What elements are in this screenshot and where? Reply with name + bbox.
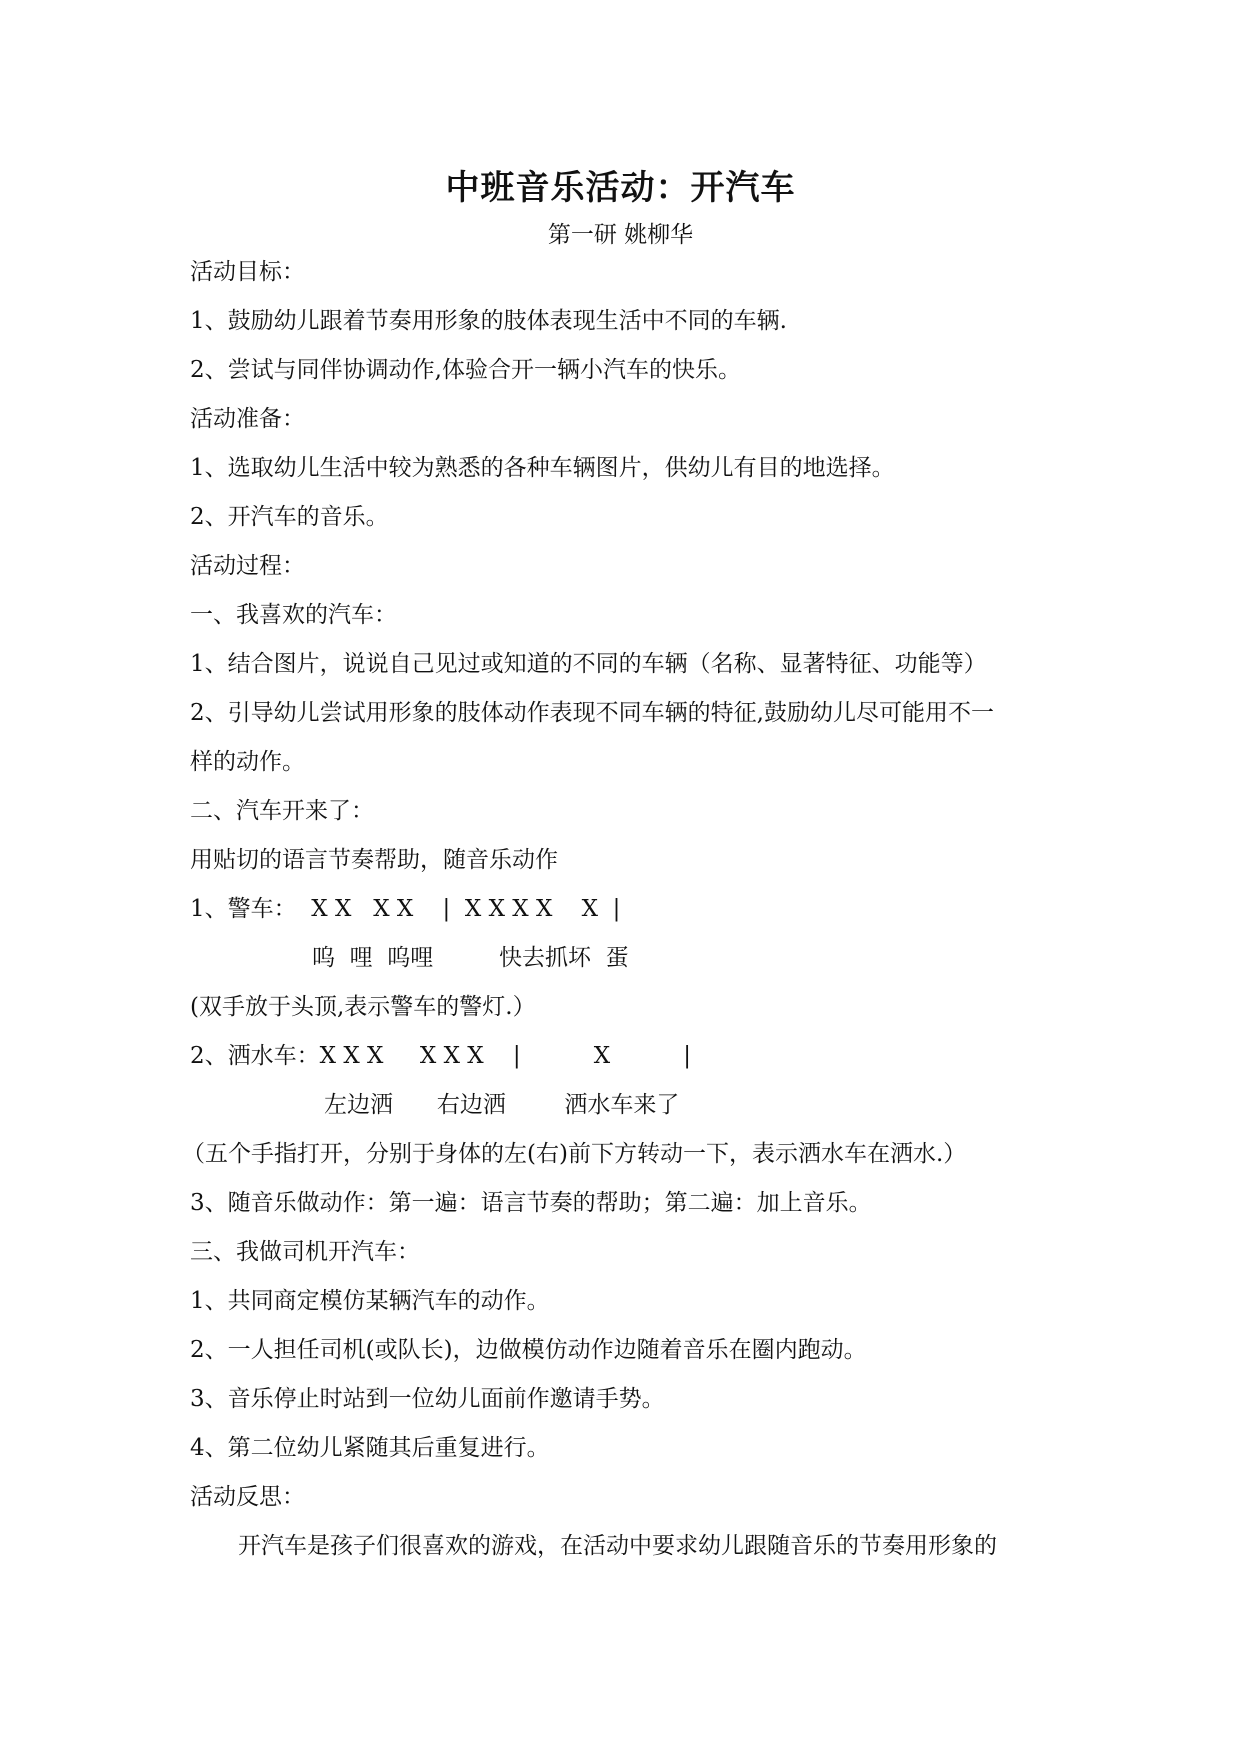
part3-item-3: 3、音乐停止时站到一位幼儿面前作邀请手势。 xyxy=(190,1386,665,1412)
reflection-heading: 活动反思： xyxy=(190,1484,305,1510)
police-note: (双手放于头顶,表示警车的警灯.） xyxy=(190,994,536,1020)
part3-item-1: 1、共同商定模仿某辆汽车的动作。 xyxy=(190,1288,550,1314)
sprinkler-rhythm: 2、洒水车：X X X X X X | X | xyxy=(190,1043,692,1069)
reflection-text: 开汽车是孩子们很喜欢的游戏，在活动中要求幼儿跟随音乐的节奏用形象的 xyxy=(238,1533,997,1559)
part2-item-3: 3、随音乐做动作：第一遍：语言节奏的帮助；第二遍：加上音乐。 xyxy=(190,1190,872,1216)
police-lyrics: 呜 哩 呜哩 快去抓坏 蛋 xyxy=(312,945,629,971)
page-title: 中班音乐活动：开汽车 xyxy=(445,168,796,208)
process-heading: 活动过程： xyxy=(190,553,305,579)
part2-intro: 用贴切的语言节奏帮助，随音乐动作 xyxy=(190,847,558,873)
part3-item-4: 4、第二位幼儿紧随其后重复进行。 xyxy=(190,1435,550,1461)
part1-heading: 一、我喜欢的汽车： xyxy=(190,602,397,628)
part1-item-2-line2: 样的动作。 xyxy=(190,749,305,775)
part2-heading: 二、汽车开来了： xyxy=(190,798,374,824)
sprinkler-note: （五个手指打开，分别于身体的左(右)前下方转动一下，表示洒水车在洒水.） xyxy=(182,1141,967,1167)
author-line: 第一研 姚柳华 xyxy=(547,222,694,248)
goals-heading: 活动目标： xyxy=(190,259,305,285)
part3-heading: 三、我做司机开汽车： xyxy=(190,1239,420,1265)
part1-item-2-line1: 2、引导幼儿尝试用形象的肢体动作表现不同车辆的特征,鼓励幼儿尽可能用不一 xyxy=(190,700,994,726)
prep-item-1: 1、选取幼儿生活中较为熟悉的各种车辆图片，供幼儿有目的地选择。 xyxy=(190,455,895,481)
goal-item-2: 2、尝试与同伴协调动作,体验合开一辆小汽车的快乐。 xyxy=(190,357,741,383)
part3-item-2: 2、一人担任司机(或队长)，边做模仿动作边随着音乐在圈内跑动。 xyxy=(190,1337,867,1363)
goal-item-1: 1、鼓励幼儿跟着节奏用形象的肢体表现生活中不同的车辆. xyxy=(190,308,787,334)
police-rhythm: 1、警车： X X X X | X X X X X | xyxy=(190,896,621,922)
part1-item-1: 1、结合图片，说说自己见过或知道的不同的车辆（名称、显著特征、功能等） xyxy=(190,651,987,677)
sprinkler-lyrics: 左边洒 右边洒 洒水车来了 xyxy=(324,1092,680,1118)
prep-item-2: 2、开汽车的音乐。 xyxy=(190,504,389,530)
prep-heading: 活动准备： xyxy=(190,406,305,432)
